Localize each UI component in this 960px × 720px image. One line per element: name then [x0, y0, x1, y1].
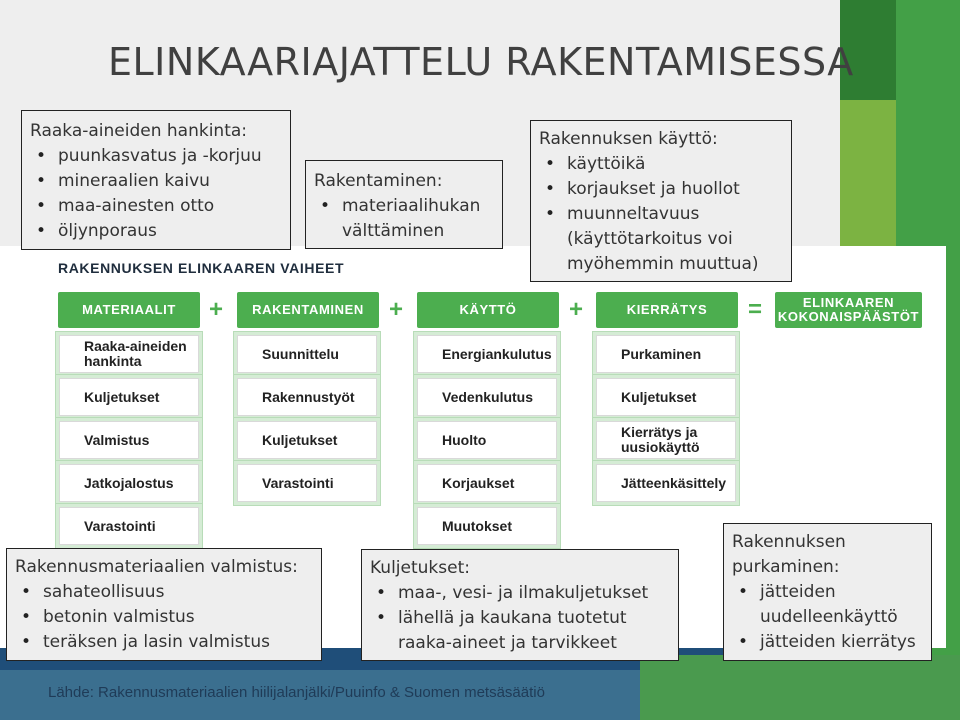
- diagram-item: Suunnittelu: [237, 335, 377, 373]
- callout-item: • muunneltavuus: [539, 202, 783, 227]
- diagram-item: Jätteenkäsittely: [596, 464, 736, 502]
- callout-item: • korjaukset ja huollot: [539, 177, 783, 202]
- phase-recycling: KIERRÄTYS: [596, 292, 738, 328]
- diagram-item: Kuljetukset: [59, 378, 199, 416]
- callout-item-continued: raaka-aineet ja tarvikkeet: [398, 633, 617, 653]
- callout-item: • öljynporaus: [30, 219, 282, 244]
- diagram-item: Korjaukset: [417, 464, 557, 502]
- diagram-item: Raaka-aineiden hankinta: [59, 335, 199, 373]
- callout-item-continued: myöhemmin muuttua): [567, 254, 759, 274]
- phase-construction: RAKENTAMINEN: [237, 292, 379, 328]
- callout-heading: Rakentaminen:: [314, 171, 443, 191]
- callout-heading: Kuljetukset:: [370, 558, 470, 578]
- diagram-item: Valmistus: [59, 421, 199, 459]
- callout-use: [530, 120, 792, 282]
- callout-item: • teräksen ja lasin valmistus: [15, 630, 313, 655]
- diagram-item: Varastointi: [237, 464, 377, 502]
- callout-item: • jätteiden: [732, 580, 923, 605]
- diagram-item: Kuljetukset: [596, 378, 736, 416]
- phase-materials: MATERIAALIT: [58, 292, 200, 328]
- callout-heading: Rakennuksen: [732, 532, 846, 552]
- callout-item-continued: uudelleenkäyttö: [760, 607, 898, 627]
- callout-item: • mineraalien kaivu: [30, 169, 282, 194]
- diagram-item: Huolto: [417, 421, 557, 459]
- callout-heading: Rakennuksen käyttö:: [539, 129, 718, 149]
- diagram-item: Kierrätys ja uusiokäyttö: [596, 421, 736, 459]
- source-caption: Lähde: Rakennusmateriaalien hiilijalanjälki/Puuinfo & Suomen metsäsäätiö: [48, 684, 545, 701]
- callout-item: • käyttöikä: [539, 152, 783, 177]
- callout-manufacturing: [6, 548, 322, 661]
- plus-operator: +: [569, 296, 584, 323]
- diagram-heading: RAKENNUKSEN ELINKAAREN VAIHEET: [58, 260, 345, 276]
- diagram-item: Energiankulutus: [417, 335, 557, 373]
- callout-item-continued: välttäminen: [342, 221, 445, 241]
- callout-item: • maa-, vesi- ja ilmakuljetukset: [370, 581, 670, 606]
- diagram-item: Kuljetukset: [237, 421, 377, 459]
- callout-item: • jätteiden kierrätys: [732, 630, 923, 655]
- footer-band-green: [640, 655, 960, 720]
- diagram-item: Muutokset: [417, 507, 557, 545]
- phase-total-emissions: [775, 292, 922, 328]
- diagram-item: Varastointi: [59, 507, 199, 545]
- callout-item: • sahateollisuus: [15, 580, 313, 605]
- callout-demolition: [723, 523, 932, 661]
- callout-raw-materials: [21, 110, 291, 250]
- callout-heading: Rakennusmateriaalien valmistus:: [15, 557, 298, 577]
- diagram-item: Jatkojalostus: [59, 464, 199, 502]
- callout-item-continued: (käyttötarkoitus voi: [567, 229, 733, 249]
- diagram-item: Rakennustyöt: [237, 378, 377, 416]
- callout-item: • betonin valmistus: [15, 605, 313, 630]
- callout-construction: [305, 160, 503, 249]
- phase-use: KÄYTTÖ: [417, 292, 559, 328]
- diagram-item: Purkaminen: [596, 335, 736, 373]
- slide-title: ELINKAARIAJATTELU RAKENTAMISESSA: [108, 40, 854, 84]
- callout-heading: Raaka-aineiden hankinta:: [30, 121, 248, 141]
- plus-operator: +: [389, 296, 404, 323]
- callout-item: • maa-ainesten otto: [30, 194, 282, 219]
- equals-operator: =: [748, 296, 763, 323]
- callout-item: • lähellä ja kaukana tuotetut: [370, 606, 670, 631]
- plus-operator: +: [209, 296, 224, 323]
- phase-label-line: KOKONAISPÄÄSTÖT: [777, 309, 920, 324]
- callout-transport: [361, 549, 679, 661]
- diagram-item: Vedenkulutus: [417, 378, 557, 416]
- callout-heading: purkaminen:: [732, 557, 840, 577]
- phase-label-line: ELINKAAREN: [802, 295, 895, 310]
- callout-item: • puunkasvatus ja -korjuu: [30, 144, 282, 169]
- callout-item: • materiaalihukan: [314, 194, 494, 219]
